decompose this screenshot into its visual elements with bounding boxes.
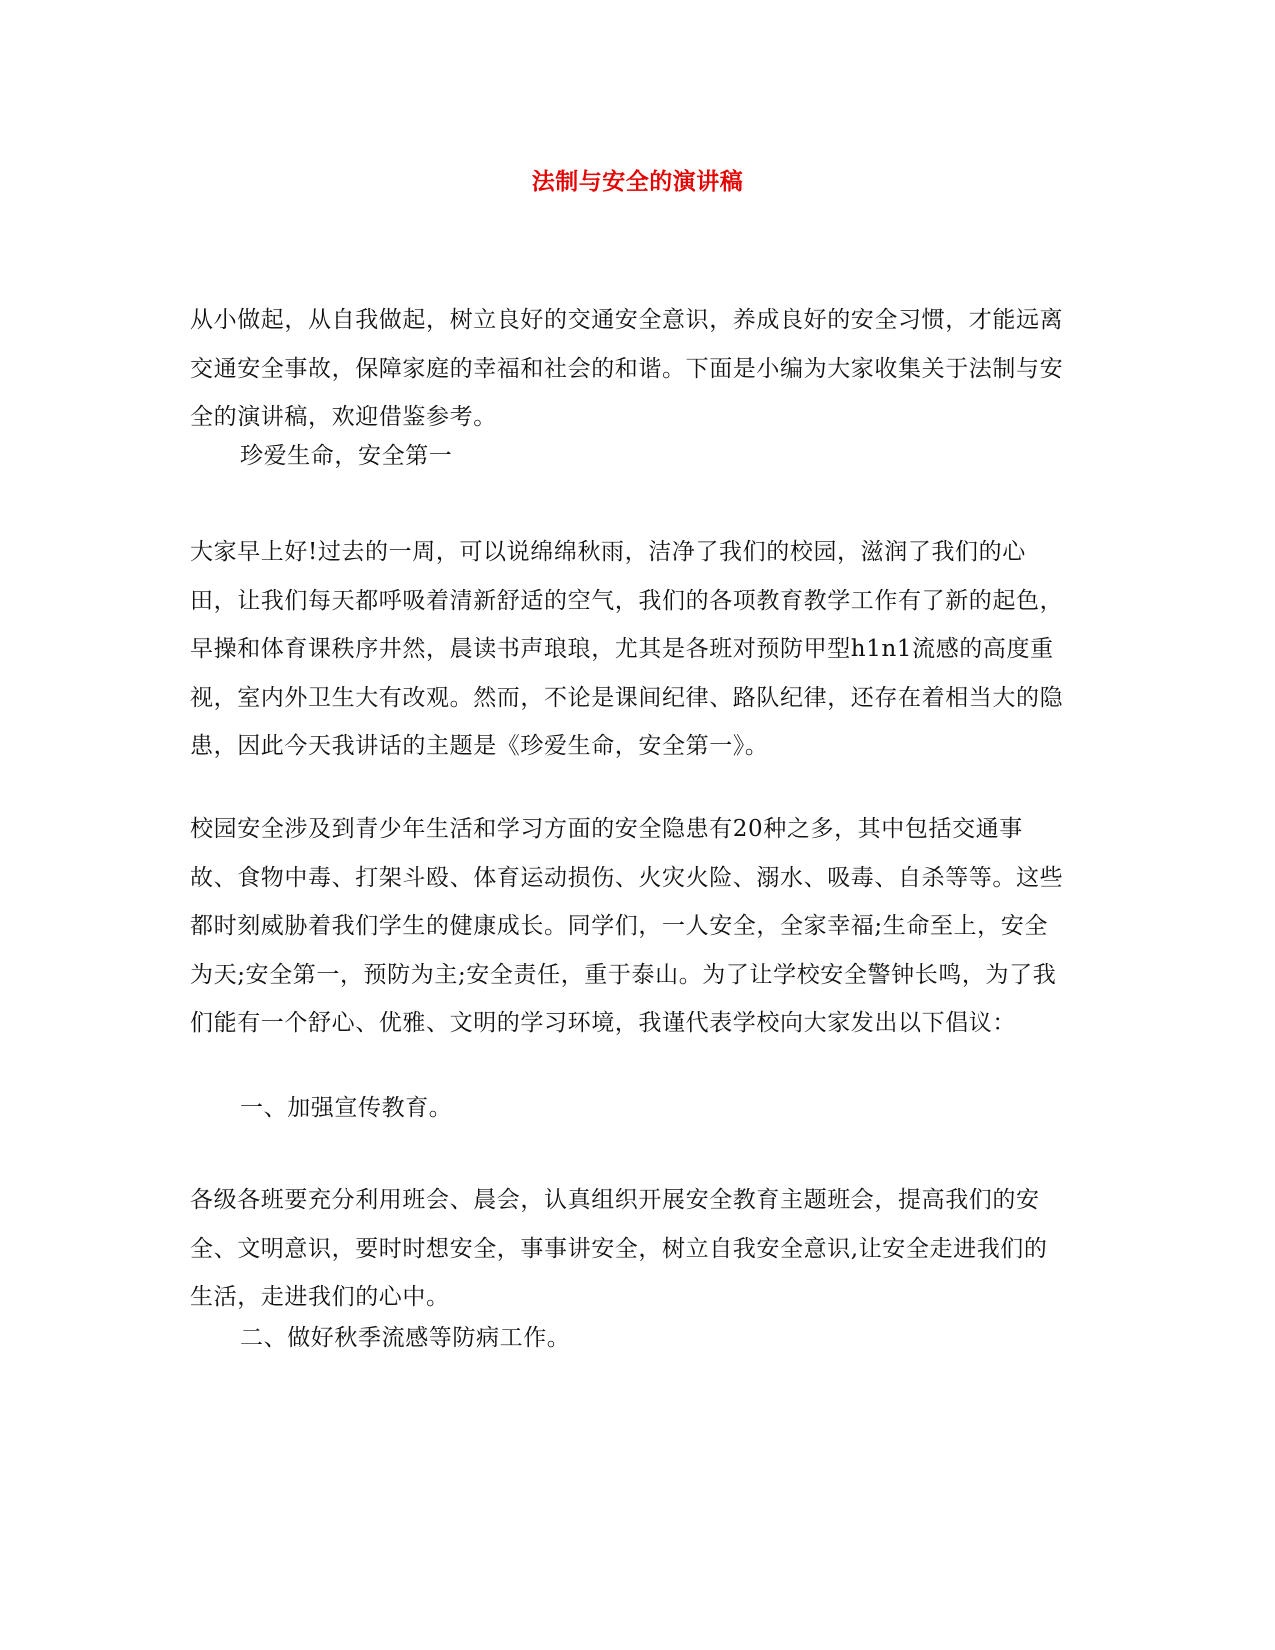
body-paragraph-1: 大家早上好!过去的一周，可以说绵绵秋雨，洁净了我们的校园，滋润了我们的心田，让我们每天都呼吸着清新舒适的空气，我们的各项教育教学工作有了新的起色，早操和体育课秩序井然，晨读书声琅琅，尤其是各班对预防甲型h1n1流感的高度重视，室内外卫生大有改观。然而，不论是课间纪律、路队纪律，还存在着相当大的隐患，因此今天我讲话的主题是《珍爱生命，安全第一》。	[190, 539, 1064, 759]
body-paragraph-3: 各级各班要充分利用班会、晨会，认真组织开展安全教育主题班会，提高我们的安全、文明意识，要时时想安全，事事讲安全，树立自我安全意识,让安全走进我们的生活，走进我们的心中。	[190, 1187, 1048, 1310]
proposal-point-2: 二、做好秋季流感等防病工作。	[240, 1325, 571, 1351]
proposal-point-1: 一、加强宣传教育。	[240, 1095, 453, 1121]
body-paragraph-2: 校园安全涉及到青少年生活和学习方面的安全隐患有20种之多，其中包括交通事故、食物中毒、打架斗殴、体育运动损伤、火灾火险、溺水、吸毒、自杀等等。这些都时刻威胁着我们学生的健康成长。同学们，一人安全，全家幸福;生命至上，安全为天;安全第一，预防为主;安全责任，重于泰山。为了让学校安全警钟长鸣，为了我们能有一个舒心、优雅、文明的学习环境，我谨代表学校向大家发出以下倡议：	[190, 816, 1064, 1036]
document-title: 法制与安全的演讲稿	[531, 168, 744, 195]
speech-subtitle: 珍爱生命，安全第一	[240, 443, 453, 469]
intro-paragraph: 从小做起，从自我做起，树立良好的交通安全意识，养成良好的安全习惯，才能远离交通安全事故，保障家庭的幸福和社会的和谐。下面是小编为大家收集关于法制与安全的演讲稿，欢迎借鉴参考。	[190, 307, 1064, 430]
